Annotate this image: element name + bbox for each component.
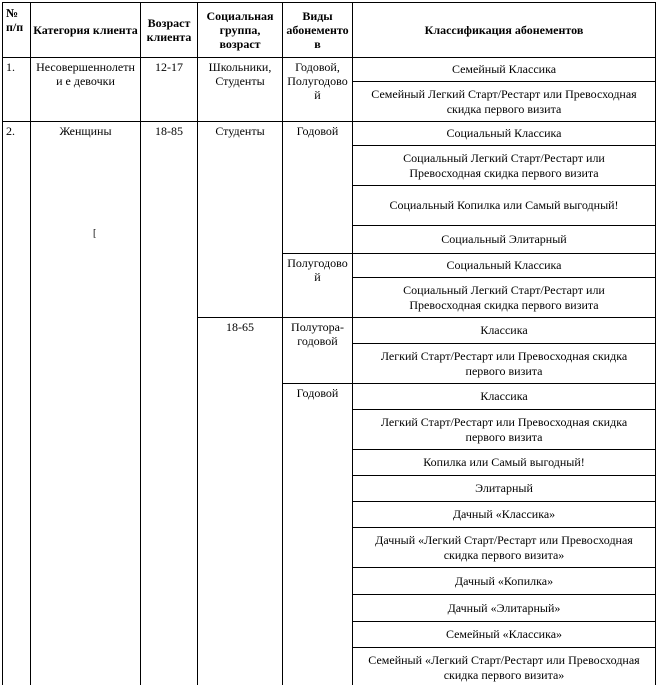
cell-num: 1.: [3, 58, 31, 122]
cell-classification: Социальный Легкий Старт/Рестарт или Превосходная скидка первого визита: [353, 146, 656, 186]
cell-classification: Дачный «Копилка»: [353, 568, 656, 595]
header-subscription-types: Виды абонементов: [283, 3, 353, 58]
cell-classification: Классика: [353, 318, 656, 344]
cell-classification: Легкий Старт/Рестарт или Превосходная скидка первого визита: [353, 410, 656, 450]
cell-classification: Социальный Элитарный: [353, 226, 656, 254]
cell-classification: Дачный «Классика»: [353, 502, 656, 528]
document-page: [0, 2, 657, 685]
cell-category: Женщины: [31, 122, 141, 685]
table-row: [3, 58, 656, 82]
cell-classification: Элитарный: [353, 476, 656, 502]
cell-classification: Социальный Классика: [353, 122, 656, 146]
table-header-row: [3, 3, 656, 58]
cell-classification: Легкий Старт/Рестарт или Превосходная скидка первого визита: [353, 344, 656, 384]
cell-age: 12-17: [141, 58, 198, 122]
stray-anchor-mark: [: [93, 228, 97, 239]
header-age: Возраст клиента: [141, 3, 198, 58]
cell-subscription-type: Годовой: [283, 384, 353, 685]
cell-classification: Социальный Легкий Старт/Рестарт или Превосходная скидка первого визита: [353, 278, 656, 318]
cell-classification: Дачный «Легкий Старт/Рестарт или Превосходная скидка первого визита»: [353, 528, 656, 568]
cell-social-group: Школьники, Студенты: [198, 58, 283, 122]
cell-subscription-type: Полугодовой: [283, 254, 353, 318]
header-num: № п/п: [3, 3, 31, 58]
cell-social-group: Студенты: [198, 122, 283, 318]
cell-classification: Семейный «Легкий Старт/Рестарт или Превосходная скидка первого визита»: [353, 648, 656, 685]
header-social-group: Социальная группа, возраст: [198, 3, 283, 58]
cell-subscription-type: Годовой, Полугодовой: [283, 58, 353, 122]
cell-num: 2.: [3, 122, 31, 685]
header-category: Категория клиента: [31, 3, 141, 58]
cell-classification: Семейный «Классика»: [353, 622, 656, 648]
cell-age: 18-85: [141, 122, 198, 685]
header-classification: Классификация абонементов: [353, 3, 656, 58]
cell-classification: Копилка или Самый выгодный!: [353, 450, 656, 476]
table-row: [3, 122, 656, 146]
cell-classification: Социальный Классика: [353, 254, 656, 278]
cell-subscription-type: Годовой: [283, 122, 353, 254]
cell-classification: Семейный Классика: [353, 58, 656, 82]
cell-classification: Дачный «Элитарный»: [353, 595, 656, 622]
cell-classification: Социальный Копилка или Самый выгодный!: [353, 186, 656, 226]
subscriptions-table: [2, 2, 656, 685]
cell-classification: Семейный Легкий Старт/Рестарт или Превосходная скидка первого визита: [353, 82, 656, 122]
cell-social-group: 18-65: [198, 318, 283, 685]
cell-classification: Классика: [353, 384, 656, 410]
cell-subscription-type: Полутора-годовой: [283, 318, 353, 384]
cell-category: Несовершеннолетни е девочки: [31, 58, 141, 122]
